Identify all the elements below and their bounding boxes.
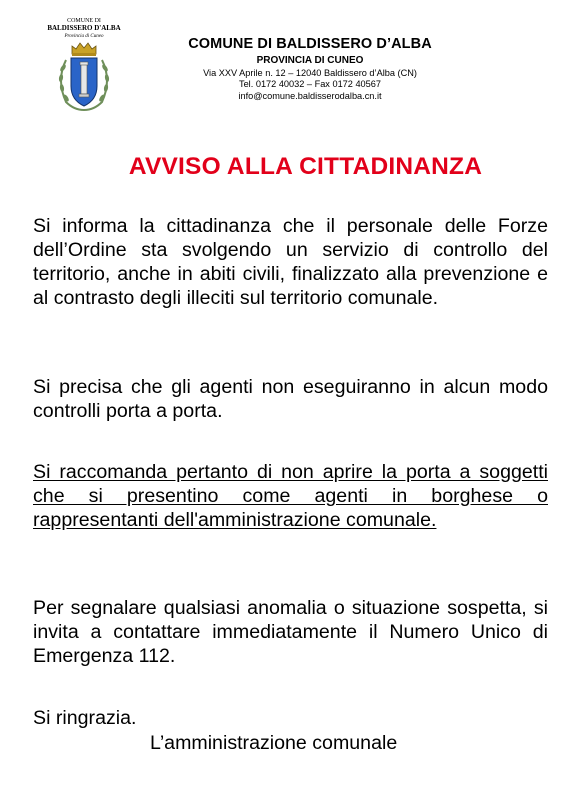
notice-title: AVVISO ALLA CITTADINANZA	[128, 153, 483, 180]
signature-line: L’amministrazione comunale	[150, 732, 398, 754]
crest-province-text: Provincia di Cuneo	[64, 34, 104, 39]
crest-name-text: BALDISSERO D'ALBA	[47, 24, 121, 32]
municipal-crest	[44, 18, 124, 116]
address-line: Via XXV Aprile n. 12 – 12040 Baldissero d’Alba (CN)	[203, 68, 417, 78]
phone-fax-line: Tel. 0172 40032 – Fax 0172 40567	[238, 79, 381, 89]
email-line: info@comune.baldisserodalba.cn.it	[238, 91, 382, 101]
crest-top-text: COMUNE DI	[67, 18, 101, 24]
province-line: PROVINCIA DI CUNEO	[256, 55, 364, 66]
municipality-title: COMUNE DI BALDISSERO D’ALBA	[188, 36, 432, 52]
thanks-line: Si ringrazia.	[33, 707, 137, 729]
coat-of-arms-icon	[54, 40, 114, 116]
notice-paragraph-1: Si informa la cittadinanza che il personale delle Forze dell’Ordine sta svolgendo un servizio di controllo del territorio, anche in abiti civili, finalizzato alla prevenzione e al contrasto degli illeciti sul territorio comunale.	[33, 215, 548, 309]
notice-paragraph-3-underlined: Si raccomanda pertanto di non aprire la porta a soggetti che si presentino come agenti in borghese o rappresentanti dell'amministrazione comunale.	[33, 461, 548, 531]
notice-paragraph-4: Per segnalare qualsiasi anomalia o situazione sospetta, si invita a contattare immediatamente il Numero Unico di Emergenza 112.	[33, 597, 548, 667]
notice-paragraph-2: Si precisa che gli agenti non eseguiranno in alcun modo controlli porta a porta.	[33, 376, 548, 422]
